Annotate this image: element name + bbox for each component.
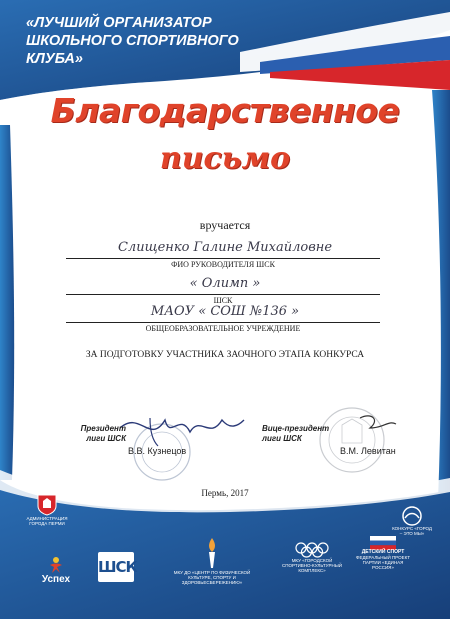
stamp-seal	[134, 408, 384, 480]
shsk-label: ШСК	[98, 558, 137, 576]
russian-flag-icon	[370, 536, 396, 550]
contest-logo	[392, 506, 432, 536]
president-name: В.В. Кузнецов	[128, 446, 187, 456]
place-and-date: Пермь, 2017	[201, 488, 249, 498]
president-role-line-2: лиги ШСК	[86, 434, 126, 443]
vice-president-role-line-1: Вице-президент	[262, 424, 330, 433]
sport-center-label: МКУ ДО «ЦЕНТР ПО ФИЗИЧЕСКОЙ КУЛЬТУРЕ, СПОРТУ И ЗДОРОВЬЕСБЕРЕЖЕНИЮ»	[173, 570, 251, 585]
header-line-3: КЛУБА»	[26, 51, 83, 67]
president-signature	[120, 420, 244, 432]
contest-emblem-icon	[400, 506, 424, 526]
awarded-text: вручается	[199, 218, 251, 232]
vice-president-role	[262, 424, 329, 444]
contest-label: КОНКУРС «ГОРОД – ЭТО МЫ»	[392, 526, 432, 536]
olympic-rings-icon	[294, 542, 330, 558]
recipient-name: Слищенко Галине Михайловне	[117, 240, 333, 255]
school-caption: ОБЩЕОБРАЗОВАТЕЛЬНОЕ УЧРЕЖДЕНИЕ	[145, 324, 301, 333]
shsk-logo	[98, 552, 137, 582]
header-line-1: «ЛУЧШИЙ ОРГАНИЗАТОР	[26, 15, 212, 31]
uspekh-logo	[34, 556, 78, 585]
perm-coat-of-arms-icon	[37, 494, 57, 516]
club-name: « Олимп »	[189, 276, 261, 291]
children-sport-subtitle: ФЕДЕРАЛЬНЫЙ ПРОЕКТ ПАРТИИ «ЕДИНАЯ РОССИЯ»	[356, 555, 410, 570]
uspekh-label: Успех	[41, 574, 71, 585]
perm-administration-logo	[24, 494, 70, 526]
school-name: МАОУ « СОШ №136 »	[150, 304, 300, 319]
children-sport-title: ДЕТСКИЙ СПОРТ	[361, 549, 405, 555]
sport-center-logo	[172, 536, 252, 585]
sport-complex-label: МКУ «ГОРОДСКОЙ СПОРТИВНО-КУЛЬТУРНЫЙ КОМПЛЕКС»	[282, 558, 342, 573]
award-reason: ЗА ПОДГОТОВКУ УЧАСТНИКА ЗАОЧНОГО ЭТАПА КОНКУРСА	[85, 350, 365, 360]
president-role-line-1: Президент	[80, 424, 126, 433]
club-caption: ШСК	[213, 296, 233, 305]
children-sport-logo	[352, 536, 414, 570]
vice-president-role-line-2: лиги ШСК	[262, 434, 302, 443]
certificate-title-line-1: Благодарственное	[50, 91, 400, 130]
torch-icon	[202, 536, 222, 570]
vice-president-name: В.М. Левитан	[340, 446, 396, 456]
president-role	[76, 424, 126, 444]
uspekh-figure-icon	[47, 556, 65, 574]
header-title	[26, 14, 266, 68]
perm-administration-label: АДМИНИСТРАЦИЯ ГОРОДА ПЕРМИ	[26, 516, 68, 526]
header-line-2: ШКОЛЬНОГО СПОРТИВНОГО	[26, 33, 239, 49]
certificate-title-line-2: письмо	[159, 141, 291, 176]
recipient-caption: ФИО РУКОВОДИТЕЛЯ ШСК	[171, 260, 275, 269]
sport-complex-logo	[280, 542, 344, 573]
